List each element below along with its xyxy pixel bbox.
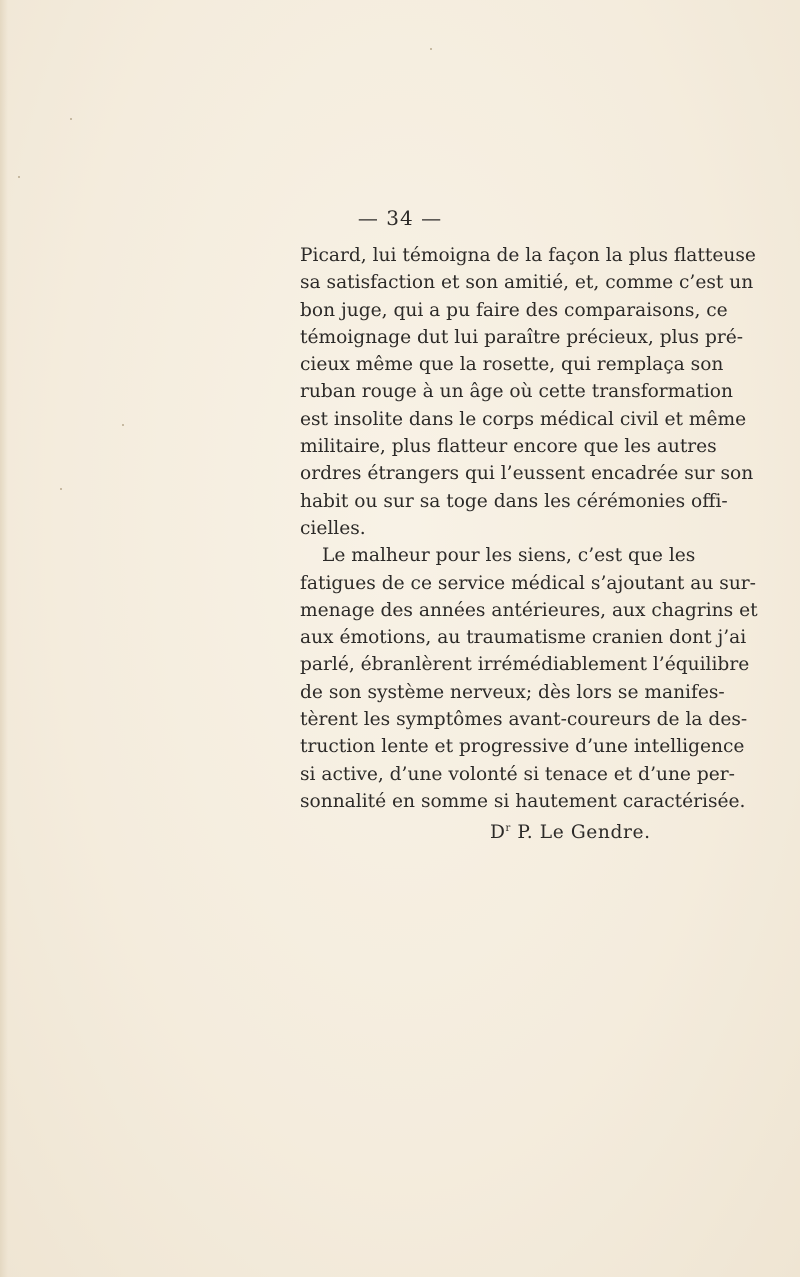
text-line: sonnalité en somme si hautement caractérisée. [300, 790, 746, 812]
text-line: témoignage dut lui paraître précieux, plus pré- [300, 326, 744, 348]
text-line: sa satisfaction et son amitié, et, comme c’est un [300, 272, 754, 294]
text-line: ordres étrangers qui l’eussent encadrée sur son [300, 463, 754, 485]
body-text [300, 242, 758, 815]
paper-speck [430, 48, 432, 50]
text-line: Picard, lui témoigna de la façon la plus flatteuse [300, 245, 756, 266]
paper-speck [122, 424, 124, 426]
text-line: Le malheur pour les siens, c’est que les [322, 545, 696, 567]
page-number: — 34 — [357, 206, 443, 230]
text-line: si active, d’une volonté si tenace et d’une per- [300, 763, 735, 785]
paper-speck [18, 176, 20, 178]
paper-speck [70, 118, 72, 120]
text-line: tèrent les symptômes avant-coureurs de la des- [300, 709, 748, 731]
text-line: fatigues de ce service médical s’ajoutant au sur- [300, 572, 756, 594]
signature-title-superscript: r [505, 823, 511, 834]
text-line: habit ou sur sa toge dans les cérémonies offi- [300, 490, 728, 512]
text-line: militaire, plus flatteur encore que les autres [300, 436, 717, 458]
paper-speck [60, 488, 62, 490]
text-line: cielles. [300, 517, 366, 539]
text-line: aux émotions, au traumatisme cranien dont j’ai [300, 627, 747, 649]
text-line: bon juge, qui a pu faire des comparaisons, ce [300, 299, 728, 321]
text-line: truction lente et progressive d’une intelligence [300, 736, 745, 758]
page-edge-shadow [0, 0, 8, 1277]
text-line: menage des années antérieures, aux chagrins et [300, 599, 758, 621]
signature-name: P. Le Gendre. [517, 822, 651, 843]
text-line: parlé, ébranlèrent irrémédiablement l’équilibre [300, 654, 750, 676]
text-line: cieux même que la rosette, qui remplaça son [300, 354, 724, 376]
text-line: est insolite dans le corps médical civil et même [300, 408, 747, 430]
text-line: ruban rouge à un âge où cette transformation [300, 381, 733, 403]
text-line: de son système nerveux; dès lors se manifes- [300, 681, 725, 703]
signature [490, 816, 651, 846]
signature-title: D [490, 822, 506, 843]
